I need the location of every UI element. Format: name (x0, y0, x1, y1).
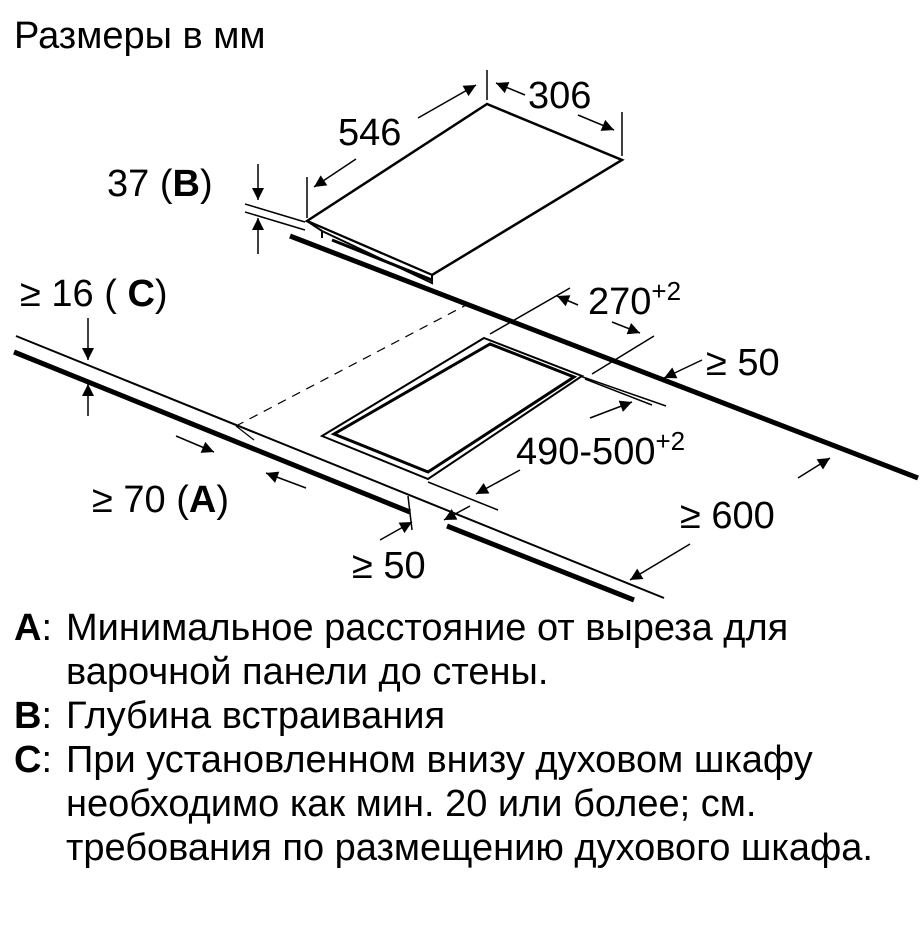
legend-text: Минимальное расстояние от выреза для варочной панели до стены. (66, 607, 789, 693)
label-side-wall-gap: ≥ 70 (A) (92, 479, 230, 521)
legend (14, 606, 914, 870)
label-cutout-depth: $490-500^{+2}$ (516, 426, 686, 473)
legend-item-a (14, 606, 914, 694)
legend-key: B: (14, 695, 53, 737)
diagram-title: Размеры в мм (14, 15, 266, 57)
legend-key: A: (14, 607, 53, 649)
label-hob-width: 306 (528, 75, 592, 117)
legend-item-c (14, 738, 914, 870)
legend-text: Глубина встраивания (66, 695, 446, 737)
dim-back-wall-gap (580, 360, 702, 406)
label-worktop-thickness: ≥ 16 ( C) (20, 273, 168, 315)
label-worktop-depth: ≥ 600 (680, 495, 775, 537)
label-back-wall-gap: ≥ 50 (706, 342, 780, 384)
label-front-gap: ≥ 50 (352, 545, 426, 587)
dim-front-gap (380, 496, 470, 540)
label-installation-depth: 37 (B) (107, 163, 213, 205)
legend-text: При установленном внизу духовом шкафу необходимо как мин. 20 или более; см. требования по размещению духового шкафа. (66, 739, 873, 869)
label-cutout-width: $270^{+2}$ (588, 276, 682, 323)
label-hob-depth: 546 (338, 112, 402, 154)
legend-key: C: (14, 739, 53, 781)
legend-item-b (14, 694, 914, 738)
